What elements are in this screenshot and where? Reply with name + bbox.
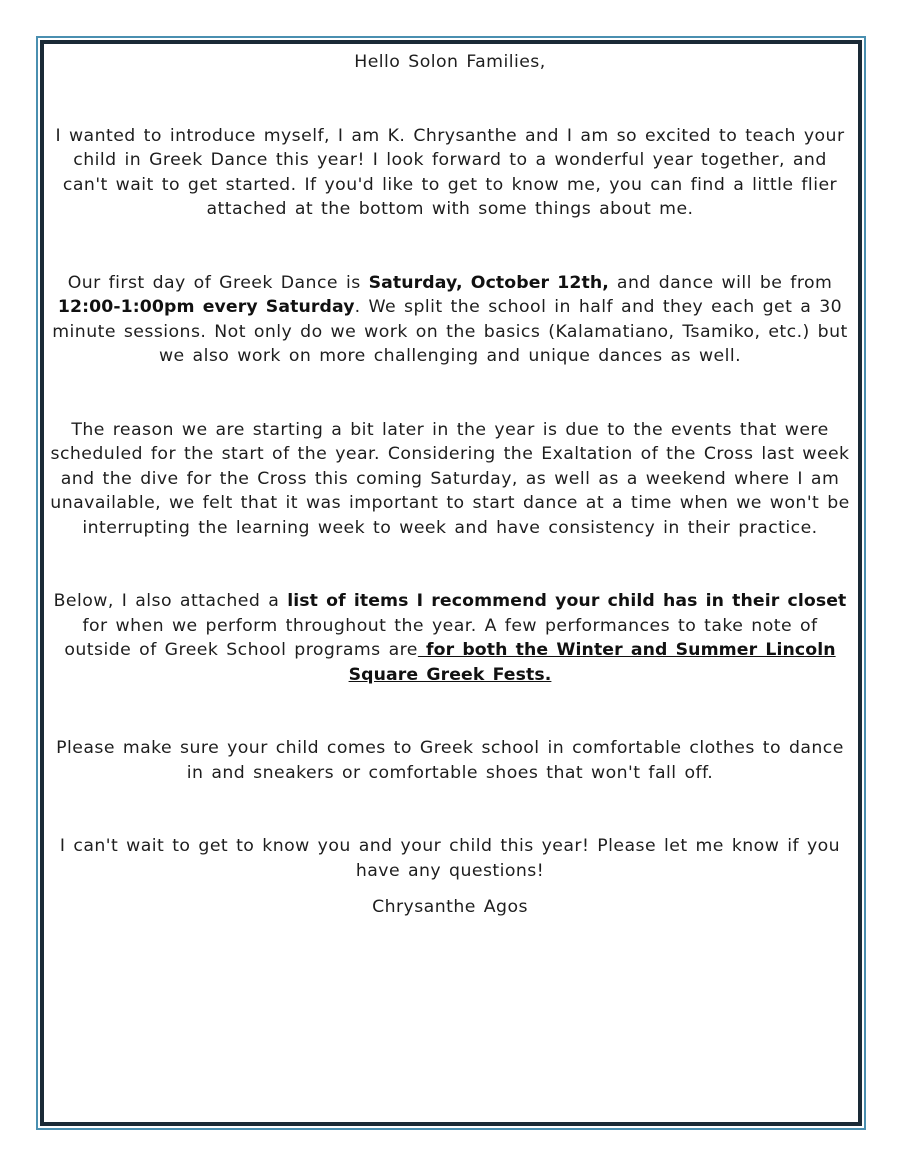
paragraph-closing: I can't wait to get to know you and your child this year! Please let me know if you have any questions! xyxy=(59,836,841,881)
greek-fests-note: for both the Winter and Summer Lincoln Square Greek Fests. xyxy=(348,640,836,685)
performances-text-2: for when we perform throughout the year. A few performances to take note of outside of Greek School programs are xyxy=(64,615,818,660)
closet-items-list: list of items I recommend your child has in their closet xyxy=(287,591,847,611)
dance-time: 12:00-1:00pm every Saturday xyxy=(57,297,355,317)
paragraph-clothing: Please make sure your child comes to Greek school in comfortable clothes to dance in and sneakers or comfortable shoes that won't fall off. xyxy=(56,738,844,783)
paragraph-reason: The reason we are starting a bit later in the year is due to the events that were scheduled for the start of the year. Considering the Exaltation of the Cross last week and the dive for the Cross this coming Saturday, as well as a weekend where I am unavailable, we felt that it was important to start dance at a time when we won't be interrupting the learning week to week and have consistency in their practice. xyxy=(50,419,850,538)
first-day-date: Saturday, October 12th, xyxy=(368,272,609,293)
signature: Chrysanthe Agos xyxy=(372,897,528,917)
greeting: Hello Solon Families, xyxy=(354,52,546,72)
letter-body xyxy=(50,50,850,920)
performances-text-1: Below, I also attached a xyxy=(53,591,288,611)
schedule-text-3: . We split the school in half and they each get a 30 minute sessions. Not only do we work on the basics (Kalamatiano, Tsamiko, etc.) but we also work on more challenging and unique dances as well. xyxy=(52,297,848,366)
schedule-text-1: Our first day of Greek Dance is xyxy=(67,272,369,293)
paragraph-schedule xyxy=(50,271,850,369)
paragraph-performances xyxy=(50,589,850,687)
schedule-text-2: and dance will be from xyxy=(608,272,833,293)
paragraph-introduction: I wanted to introduce myself, I am K. Chrysanthe and I am so excited to teach your child in Greek Dance this year! I look forward to a wonderful year together, and can't wait to get started. If you'd like to get to know me, you can find a little flier attached at the bottom with some things about me. xyxy=(55,125,845,219)
